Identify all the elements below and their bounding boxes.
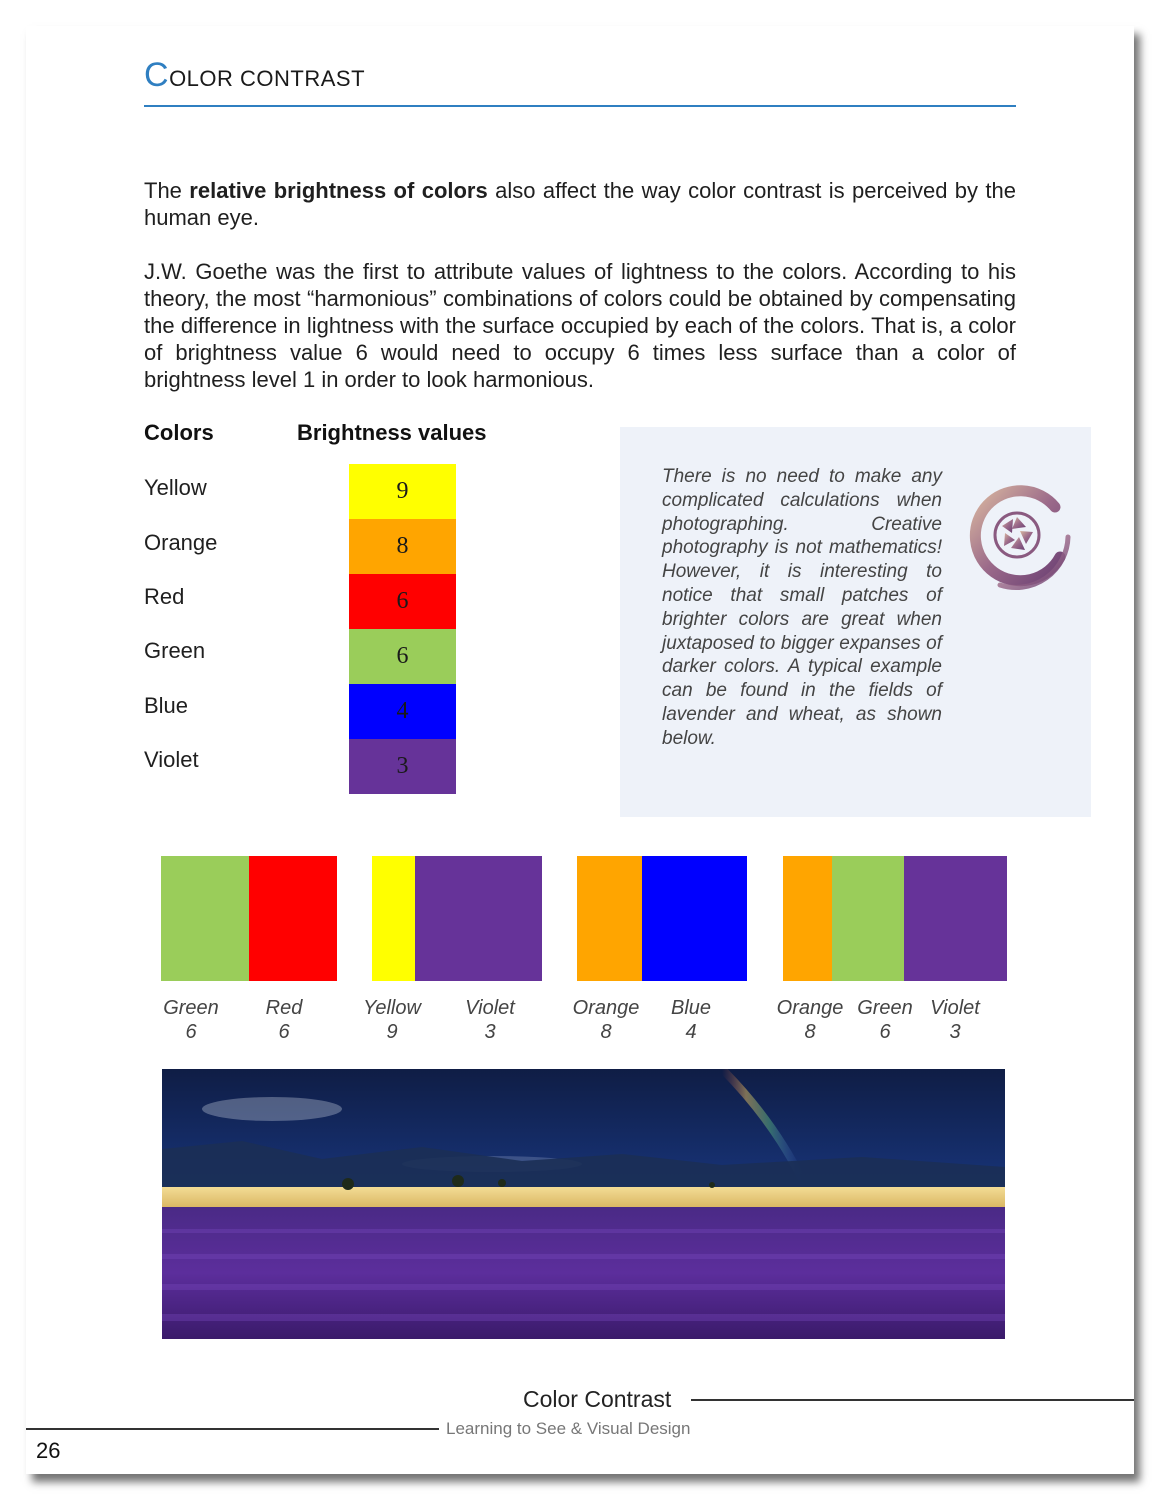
lavender-field-photo: [162, 1069, 1005, 1339]
brightness-box-yellow: 9: [349, 464, 456, 519]
color-label-violet: Violet: [144, 747, 199, 772]
footer-book-title: Learning to See & Visual Design: [446, 1419, 691, 1438]
swatch-green: [161, 856, 249, 981]
color-label-green: Green: [144, 638, 206, 663]
footer-rule-left: [26, 1428, 439, 1430]
swatch-blue: [642, 856, 747, 981]
color-label-orange: Orange: [144, 530, 218, 555]
swatch-caption: Violet 3: [930, 997, 980, 1043]
swatch-caption: Violet 3: [465, 997, 515, 1043]
aside-note-box: [620, 427, 1091, 817]
combo-swatch-yellow-violet: [372, 856, 542, 981]
footer-rule-right: [691, 1399, 1134, 1401]
swatch-caption: Orange 8: [776, 997, 844, 1043]
swatch-green: [832, 856, 904, 981]
swatch-caption: Yellow 9: [363, 997, 421, 1043]
page-title-rest: OLOR CONTRAST: [169, 66, 366, 91]
colors-column-header: Colors: [144, 420, 214, 445]
combo-swatch-green-red: [161, 856, 337, 981]
combo-swatch-orange-green-violet: [783, 856, 1007, 981]
page-title: [144, 56, 365, 95]
intro-text-bold: relative brightness of colors: [189, 178, 488, 203]
swatch-orange: [783, 856, 832, 981]
color-label-yellow: Yellow: [144, 475, 207, 500]
footer-chapter-title: Color Contrast: [523, 1386, 672, 1412]
page-number: 26: [36, 1438, 61, 1463]
swatch-violet: [904, 856, 1007, 981]
brightness-box-blue: 4: [349, 684, 456, 739]
swatch-caption: Blue 4: [670, 997, 712, 1043]
aperture-logo-icon: [960, 477, 1075, 592]
brightness-box-red: 6: [349, 574, 456, 629]
intro-paragraph-1: [144, 177, 1016, 231]
color-label-blue: Blue: [144, 693, 189, 718]
aside-note-text: There is no need to make any complicated calculations when photographing. Creative photography is not mathematics! However, it is interesting to notice that small patches of brighter colors are great when juxtaposed to bigger expanses of darker colors. A typical example can be found in the fields of lavender and wheat, as shown below.: [662, 466, 942, 749]
title-divider: [144, 105, 1016, 107]
combo-swatch-orange-blue: [577, 856, 747, 981]
swatch-orange: [577, 856, 642, 981]
swatch-caption: Orange 8: [572, 997, 640, 1043]
swatch-violet: [415, 856, 542, 981]
intro-text-tail: also affect the way color contrast is perceived by the human eye.: [144, 178, 1017, 230]
swatch-caption: Red 6: [265, 997, 303, 1043]
document-page: [26, 26, 1134, 1474]
intro-text-lead: The: [144, 178, 190, 203]
page-title-initial: C: [144, 56, 170, 94]
brightness-column-header: Brightness values: [297, 420, 487, 445]
swatch-caption: Green 6: [857, 997, 913, 1043]
swatch-yellow: [372, 856, 415, 981]
brightness-box-green: 6: [349, 629, 456, 684]
brightness-box-violet: 3: [349, 739, 456, 794]
brightness-box-orange: 8: [349, 519, 456, 574]
swatch-caption: Green 6: [163, 997, 219, 1043]
color-label-red: Red: [144, 584, 185, 609]
intro-paragraph-2: J.W. Goethe was the first to attribute values of lightness to the colors. According to his theory, the most “harmonious” combinations of colors could be obtained by compensating the difference in lightness with the surface occupied by each of the colors. That is, a color of brightness value 6 would need to occupy 6 times less surface than a color of brightness level 1 in order to look harmonious.: [144, 259, 1016, 392]
swatch-red: [249, 856, 337, 981]
